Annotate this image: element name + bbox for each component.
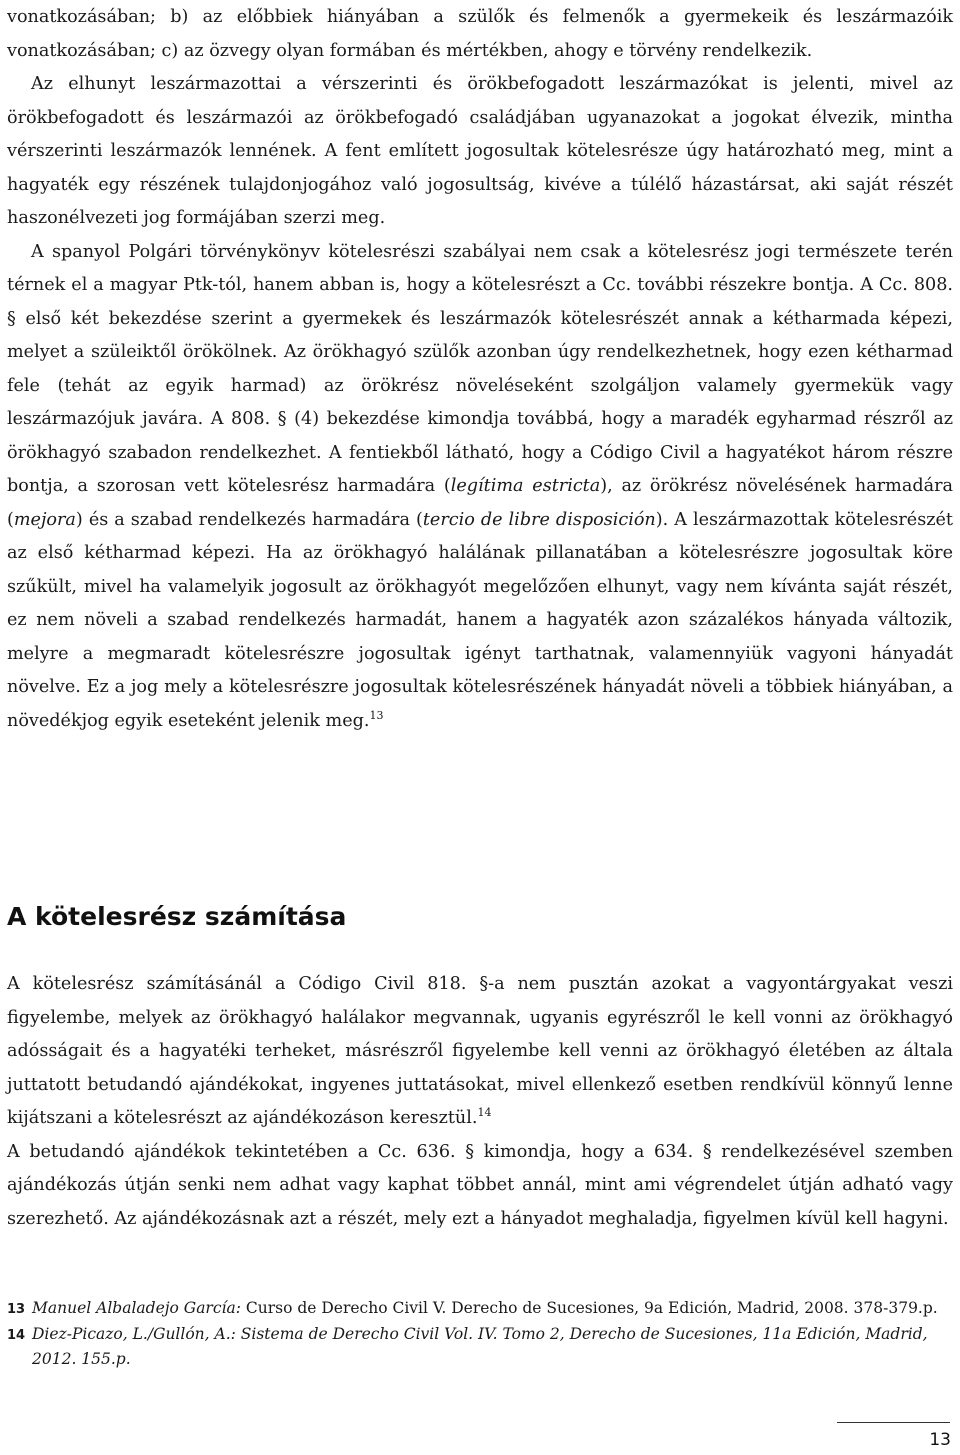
body-text-top (7, 1, 953, 738)
paragraph (7, 68, 953, 236)
section-heading: A kötelesrész számítása (7, 902, 347, 931)
paragraph (7, 236, 953, 739)
paragraph (7, 1136, 953, 1237)
text-run: vonatkozásában; b) az előbbiek hiányában a szülők és felmenők a gyermekeik és leszármazóik vonatkozásában; c) az özvegy olyan formában és mértékben, ahogy e törvény rendelkezik. (7, 7, 953, 61)
text-run: ). A leszármazottak kötelesrészét az első kétharmad képezi. Ha az örökhagyó halálának pillanatában a kötelesrészre jogosultak köre szűkült, mivel ha valamelyik jogosult az örökhagyót megelőzően elhunyt, vagy nem kívánta saját részét, ez nem növeli a szabad rendelkezés harmadát, hanem a hagyaték azon százalékos hányada változik, melyre a megmaradt kötelesrészre jogosultak igényt tarthatnak, valamennyiük vagyoni hányadát növelve. Ez a jog mely a kötelesrészre jogosultak kötelesrészének hányadát növeli a többiek hiányában, a növedékjog egyik eseteként jelenik meg. (7, 509, 953, 731)
text-run: A spanyol Polgári törvénykönyv kötelesrészi szabályai nem csak a kötelesrész jogi természete terén térnek el a magyar Ptk-tól, hanem abban is, hogy a kötelesrészt a Cc. további részekre bontja. A Cc. 808. § első két bekezdése szerint a gyermekek és leszármazók kötelesrészét annak a kétharmada képezi, melyet a szüleiktől örökölnek. Az örökhagyó szülők azonban úgy rendelkezhetnek, hogy ezen kétharmad fele (tehát az egyik harmad) az örökrész növeléseként szolgáljon valamely gyermekük vagy leszármazójuk javára. A 808. § (4) bekezdése kimondja továbbá, hogy a maradék egyharmad részről az örökhagyó szabadon rendelkezhet. A fentiekből látható, hogy a Código Civil a hagyatékot három részre bontja, a szorosan vett kötelesrész harmadára ( (7, 241, 953, 496)
italic-text: legítima estricta (450, 476, 601, 496)
footnote (7, 1322, 953, 1372)
footnote-number: 14 (7, 1328, 26, 1343)
text-run: Az elhunyt leszármazottai a vérszerinti és örökbefogadott leszármazókat is jelenti, mivel az örökbefogadott és leszármazói az örökbefogadó családjában ugyanazokat a jogokat élvezik, mintha vérszerinti leszármazók lennének. A fent említett jogosultak kötelesrésze úgy határozható meg, mint a hagyaték egy részének tulajdonjogához való jogosultság, kivéve a túlélő házastársat, aki saját részét haszonélvezeti jog formájában szerzi meg. (7, 74, 953, 228)
footnotes (7, 1296, 953, 1372)
footnote (7, 1296, 953, 1322)
body-text-section (7, 968, 953, 1236)
text-run: ), az örökrész növelésének harmadára ( (7, 476, 953, 530)
text-run: A betudandó ajándékok tekintetében a Cc. 636. § kimondja, hogy a 634. § rendelkezésével szemben ajándékozás útján senki nem adhat vagy kaphat többet annál, mint ami végrendelet útján adható vagy szerezhető. Az ajándékozásnak azt a részét, mely ezt a hányadot meghaladja, figyelmen kívül kell hagyni. (7, 1141, 953, 1229)
italic-text: tercio de libre disposición (422, 509, 656, 530)
paragraph (7, 968, 953, 1136)
page-number-rule (837, 1422, 950, 1423)
text-run: ) és a szabad rendelkezés harmadára ( (75, 509, 423, 530)
italic-text: Diez-Picazo, L./Gullón, A.: Sistema de Derecho Civil Vol. IV. Tomo 2, Derecho de Sucesiones, 11a Edición, Madrid, 2012. 155.p. (32, 1325, 928, 1368)
footnote-text (32, 1296, 953, 1322)
page-number: 13 (929, 1430, 951, 1450)
footnote-number: 13 (7, 1302, 26, 1317)
footnote-ref: 13 (369, 708, 384, 722)
paragraph (7, 1, 953, 68)
italic-text: Manuel Albaladejo García: (32, 1299, 241, 1317)
footnote-text (32, 1322, 953, 1372)
italic-text: mejora (13, 509, 76, 530)
footnote-ref: 14 (477, 1106, 492, 1120)
text-run: Curso de Derecho Civil V. Derecho de Sucesiones, 9a Edición, Madrid, 2008. 378-379.p. (240, 1299, 938, 1317)
text-run: A kötelesrész számításánál a Código Civil 818. §-a nem pusztán azokat a vagyontárgyakat veszi figyelembe, melyek az örökhagyó halálakor megvannak, ugyanis egyrészről le kell vonni az örökhagyó adósságait és a hagyatéki terheket, másrészről figyelembe kell venni az örökhagyó életében az általa juttatott betudandó ajándékokat, ingyenes juttatásokat, mivel ellenkező esetben rendkívül könnyű lenne kijátszani a kötelesrészt az ajándékozáson keresztül. (7, 974, 953, 1128)
